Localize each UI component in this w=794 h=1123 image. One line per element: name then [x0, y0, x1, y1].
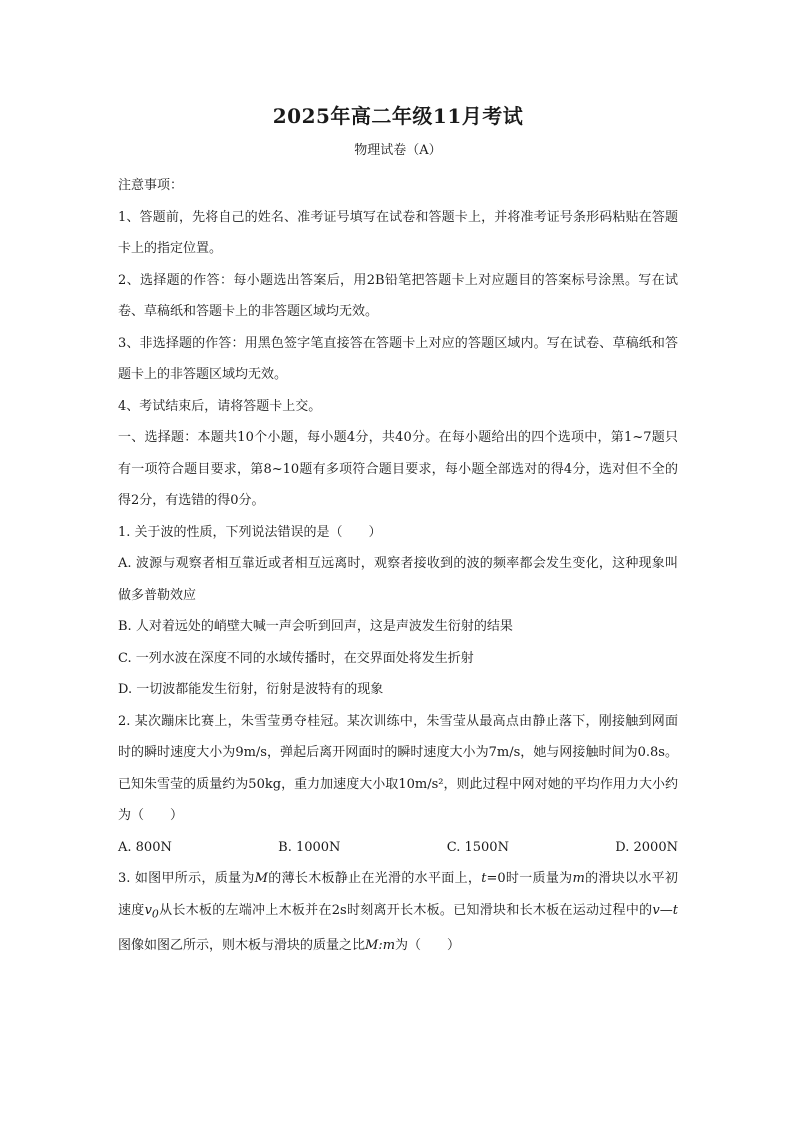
q3-text-6: 图像如图乙所示，则木板与滑块的质量之比	[118, 937, 366, 953]
q3-symbol-M: M	[254, 871, 268, 886]
question-2-option-d: D. 2000N	[615, 839, 678, 855]
question-2-option-b: B. 1000N	[278, 839, 341, 855]
question-2-option-a: A. 800N	[118, 839, 172, 855]
q3-text-7: 为（ ）	[395, 937, 461, 953]
exam-subtitle: 物理试卷（A）	[354, 143, 442, 158]
notice-heading: 注意事项：	[118, 178, 184, 193]
q3-symbol-ratio: M:m	[365, 937, 396, 953]
q3-symbol-m: m	[572, 871, 585, 886]
question-2-options	[118, 832, 678, 864]
q3-symbol-v: v	[144, 902, 152, 918]
q3-text-5: 从长木板的左端冲上木板并在2s时刻离开长木板。已知滑块和长木板在运动过程中的	[158, 902, 653, 918]
question-1-option-b: B. 人对着远处的峭壁大喊一声会听到回声，这是声波发生衍射的结果	[118, 619, 513, 634]
notice-item-4: 4、考试结束后，请将答题卡上交。	[118, 398, 322, 414]
question-1-option-c: C. 一列水波在深度不同的水域传播时，在交界面处将发生折射	[118, 650, 474, 666]
q3-symbol-vt: v—t	[652, 902, 678, 918]
q3-text-3: =0时一质量为	[486, 871, 573, 886]
q3-text-4: 的滑块以水平初速度	[118, 871, 678, 918]
q3-text-1: 3. 如图甲所示，质量为	[118, 871, 255, 886]
question-1-option-d: D. 一切波都能发生衍射，衍射是波特有的现象	[118, 682, 384, 697]
question-2-stem: 2. 某次蹦床比赛上，朱雪莹勇夺桂冠。某次训练中，朱雪莹从最高点由静止落下，刚接触到网面时的瞬时速度大小为9m/s，弹起后离开网面时的瞬时速度大小为7m/s，她与网接触时间为0.8s。已知朱雪莹的质量约为50kg，重力加速度大小取10m/s²，则此过程中网对她的平均作用力大小约为（ ）	[118, 713, 678, 823]
q3-symbol-v0-subscript: 0	[151, 907, 159, 921]
q3-symbol-v0	[144, 902, 159, 921]
q3-text-2: 的薄长木板静止在光滑的水平面上，	[267, 871, 482, 886]
section-intro: 一、选择题：本题共10个小题，每小题4分，共40分。在每小题给出的四个选项中，第1~7题只有一项符合题目要求，第8~10题有多项符合题目要求，每小题全部选对的得4分，选对但不全的得2分，有选错的得0分。	[118, 430, 678, 508]
exam-page	[118, 102, 678, 961]
notice-item-2: 2、选择题的作答：每小题选出答案后，用2B铅笔把答题卡上对应题目的答案标号涂黑。写在试卷、草稿纸和答题卡上的非答题区域均无效。	[118, 272, 678, 319]
question-3-stem	[118, 863, 678, 961]
question-2-option-c: C. 1500N	[446, 839, 509, 855]
notice-item-3: 3、非选择题的作答：用黑色签字笔直接答在答题卡上对应的答题区域内。写在试卷、草稿纸和答题卡上的非答题区域均无效。	[118, 335, 678, 382]
q3-symbol-t: t	[481, 871, 487, 886]
notice-item-1: 1、答题前，先将自己的姓名、准考证号填写在试卷和答题卡上，并将准考证号条形码粘贴在答题卡上的指定位置。	[118, 209, 678, 256]
exam-title: 2025年高二年级11月考试	[272, 104, 524, 128]
question-1-stem: 1. 关于波的性质，下列说法错误的是（ ）	[118, 524, 382, 540]
question-1-option-a: A. 波源与观察者相互靠近或者相互远离时，观察者接收到的波的频率都会发生变化，这种现象叫做多普勒效应	[118, 556, 678, 603]
